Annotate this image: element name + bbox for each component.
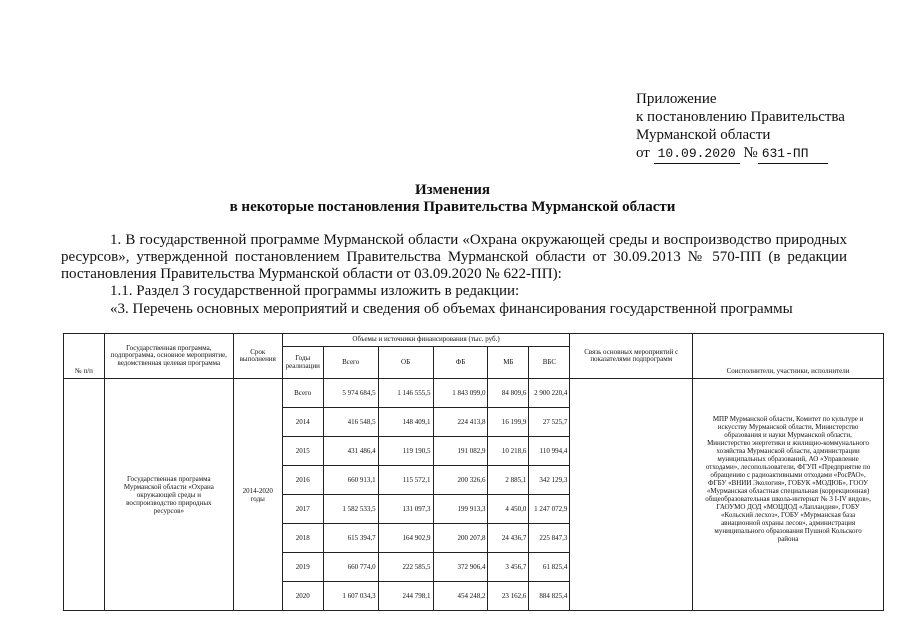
cell-fb: 191 082,9 <box>433 437 488 466</box>
cell-total: 660 774,0 <box>323 553 378 582</box>
cell-mb: 84 809,6 <box>488 379 529 408</box>
cell-vbs: 1 247 072,9 <box>529 495 570 524</box>
financing-table <box>63 333 884 611</box>
header-num: № п/п <box>64 334 105 379</box>
cell-num <box>64 379 105 611</box>
cell-year: 2019 <box>282 553 323 582</box>
cell-fb: 200 207,8 <box>433 524 488 553</box>
header-link: Связь основных мероприятий с показателями подпрограмм <box>570 334 693 379</box>
cell-total: 660 913,1 <box>323 466 378 495</box>
cell-term: 2014-2020 годы <box>233 379 282 611</box>
cell-ob: 1 146 555,5 <box>378 379 433 408</box>
cell-mb: 10 218,6 <box>488 437 529 466</box>
cell-year: 2020 <box>282 582 323 611</box>
header-term: Срок выполнения <box>233 334 282 379</box>
header-years: Годы реализации <box>282 347 323 379</box>
cell-vbs: 2 900 220,4 <box>529 379 570 408</box>
paragraph-1: 1. В государственной программе Мурманской области «Охрана окружающей среды и воспроизводство природных ресурсов», утвержденной постановлением Правительства Мурманской области от 30.09.2013 № 570-ПП (в редакции постановления Правительства Мурманской области от 03.09.2020 № 622-ПП): <box>61 232 847 282</box>
document-subtitle: в некоторые постановления Правительства Мурманской области <box>229 199 676 215</box>
appendix-block <box>636 90 845 164</box>
cell-total: 1 582 533,5 <box>323 495 378 524</box>
cell-ob: 115 572,1 <box>378 466 433 495</box>
cell-fb: 1 843 099,0 <box>433 379 488 408</box>
cell-fb: 199 913,3 <box>433 495 488 524</box>
cell-mb: 2 885,1 <box>488 466 529 495</box>
cell-vbs: 61 825,4 <box>529 553 570 582</box>
cell-total: 1 607 034,3 <box>323 582 378 611</box>
cell-year: 2018 <box>282 524 323 553</box>
cell-total: 5 974 684,5 <box>323 379 378 408</box>
cell-fb: 372 906,4 <box>433 553 488 582</box>
decree-date: 10.09.2020 <box>654 145 740 164</box>
header-executors: Соисполнители, участники, исполнители <box>693 334 884 379</box>
cell-total: 431 486,4 <box>323 437 378 466</box>
header-total: Всего <box>323 347 378 379</box>
header-vbs: ВБС <box>529 347 570 379</box>
from-label: от <box>636 145 650 161</box>
header-fb: ФБ <box>433 347 488 379</box>
cell-ob: 119 190,5 <box>378 437 433 466</box>
appendix-region: Мурманской области <box>636 127 771 143</box>
cell-fb: 224 413,8 <box>433 408 488 437</box>
appendix-ref: к постановлению Правительства <box>636 109 845 125</box>
cell-mb: 24 436,7 <box>488 524 529 553</box>
header-program: Государственная программа, подпрограмма, основное мероприятие, ведомственная целевая программа <box>104 334 233 379</box>
cell-year: 2016 <box>282 466 323 495</box>
cell-total: 416 548,5 <box>323 408 378 437</box>
cell-vbs: 225 847,3 <box>529 524 570 553</box>
cell-year: 2017 <box>282 495 323 524</box>
paragraph-2: 1.1. Раздел 3 государственной программы изложить в редакции: <box>110 283 520 299</box>
cell-ob: 131 097,3 <box>378 495 433 524</box>
cell-mb: 4 450,0 <box>488 495 529 524</box>
cell-fb: 200 326,6 <box>433 466 488 495</box>
cell-executors: МПР Мурманской области, Комитет по культуре и искусству Мурманской области, Министерство образования и науки Мурманской области, Министерство энергетики и жилищно-коммунального хозяйства Мурманской области, администрации муниципальных образований, АО «Управление отходами», лесопользователи, ФГУП «Предприятие по обращению с радиоактивными отходами «РосРАО», ФГБУ «ВНИИ Экология», ГОБУК «МОДЮБ», ГООУ «Мурманская областная специальная (коррекционная) общеобразовательная школа-интернат № 3 I-IV видов», ГАОУМО ДОД «МОЦДОД «Лапландия», ГОБУ «Кольский лесхоз», ГОБУ «Мурманская база авиационной охраны лесов», администрация муниципального образования Пушной Кольского района <box>693 379 884 611</box>
cell-mb: 3 456,7 <box>488 553 529 582</box>
table-row <box>64 379 884 408</box>
appendix-date-line <box>636 144 845 164</box>
cell-year: Всего <box>282 379 323 408</box>
cell-vbs: 110 994,4 <box>529 437 570 466</box>
header-volumes: Объемы и источники финансирования (тыс. руб.) <box>282 334 570 347</box>
cell-vbs: 342 129,3 <box>529 466 570 495</box>
decree-number: 631-ПП <box>758 145 828 164</box>
cell-total: 615 394,7 <box>323 524 378 553</box>
appendix-title: Приложение <box>636 91 717 107</box>
cell-mb: 16 199,9 <box>488 408 529 437</box>
document-title: Изменения <box>414 182 491 198</box>
cell-ob: 148 409,1 <box>378 408 433 437</box>
header-mb: МБ <box>488 347 529 379</box>
cell-mb: 23 162,6 <box>488 582 529 611</box>
cell-vbs: 884 825,4 <box>529 582 570 611</box>
cell-vbs: 27 525,7 <box>529 408 570 437</box>
number-label: № <box>743 145 758 161</box>
header-ob: ОБ <box>378 347 433 379</box>
cell-year: 2015 <box>282 437 323 466</box>
cell-link <box>570 379 693 611</box>
cell-fb: 454 248,2 <box>433 582 488 611</box>
cell-ob: 164 902,9 <box>378 524 433 553</box>
cell-program-name: Государственная программа Мурманской области «Охрана окружающей среды и воспроизводство природных ресурсов» <box>104 379 233 611</box>
cell-ob: 244 798,1 <box>378 582 433 611</box>
paragraph-3: «3. Перечень основных мероприятий и сведения об объемах финансирования государственной программы <box>110 301 793 317</box>
cell-ob: 222 585,5 <box>378 553 433 582</box>
cell-year: 2014 <box>282 408 323 437</box>
